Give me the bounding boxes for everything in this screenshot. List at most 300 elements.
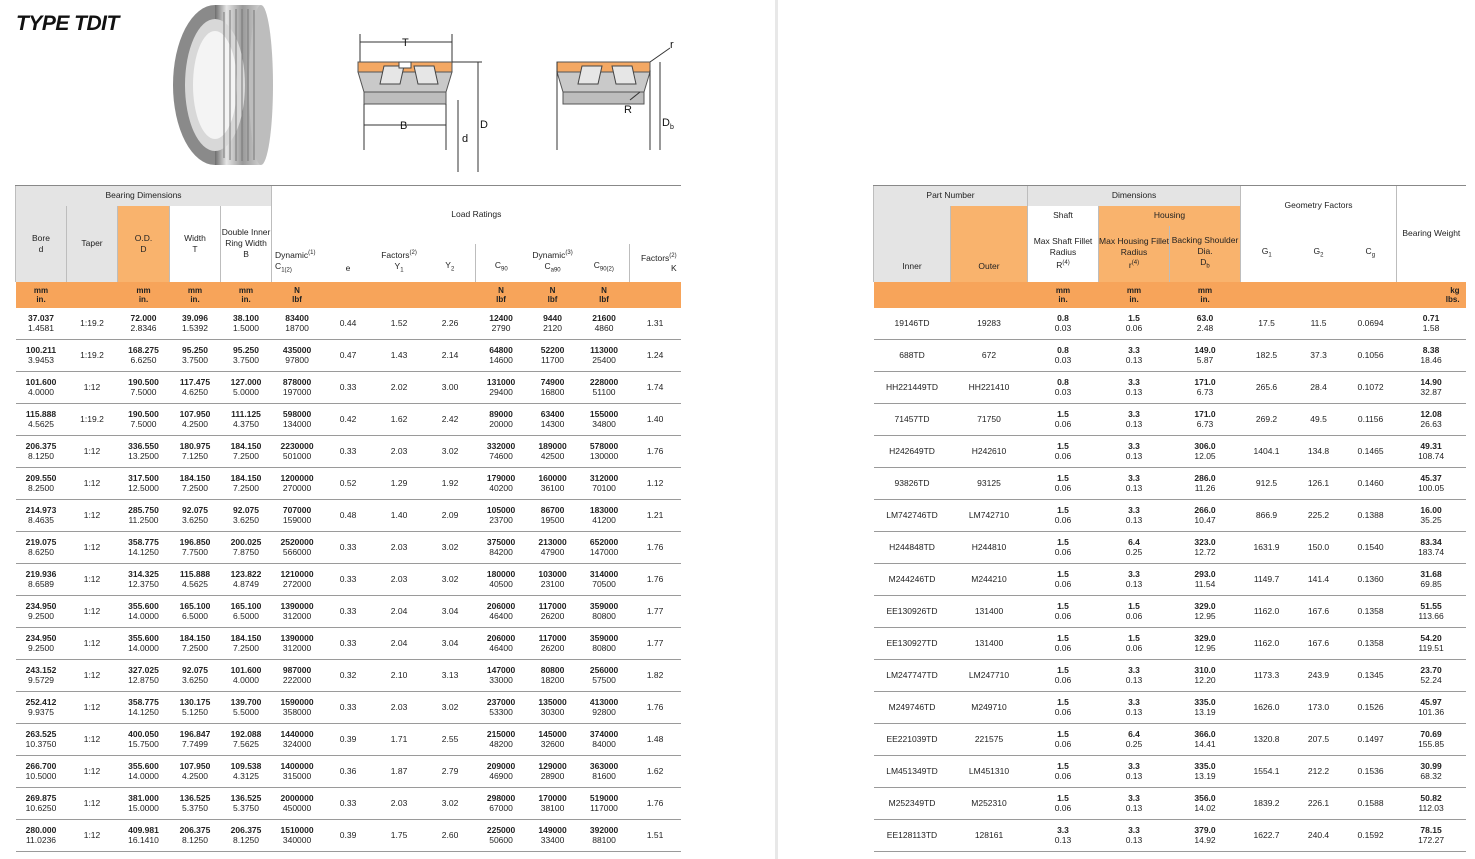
cell-cg: 0.1588 — [1345, 787, 1397, 819]
cell-inner: 93826TD — [874, 467, 951, 499]
cell-weight: 14.90 32.87 — [1397, 371, 1466, 403]
cell-c902: 256000 57500 — [579, 659, 630, 691]
cell-outer: HH221410 — [951, 371, 1028, 403]
table-row — [16, 308, 681, 340]
cell-housing-fillet: 1.5 0.06 — [1099, 595, 1170, 627]
label-r: r — [670, 39, 674, 51]
cell-shaft-fillet: 0.8 0.03 — [1028, 308, 1099, 340]
cell-c90: 12400 2790 — [476, 308, 527, 340]
cell-k: 1.77 — [630, 595, 681, 627]
cell-y2: 3.13 — [425, 659, 476, 691]
cell-k: 1.76 — [630, 531, 681, 563]
cell-width-t: 92.075 3.6250 — [170, 659, 221, 691]
cell-c90: 147000 33000 — [476, 659, 527, 691]
cell-bore: 243.152 9.5729 — [16, 659, 67, 691]
cell-e: 0.48 — [323, 499, 374, 531]
cell-shaft-fillet: 1.5 0.06 — [1028, 723, 1099, 755]
cell-taper: 1:12 — [67, 371, 118, 403]
cell-backing-dia: 323.0 12.72 — [1170, 531, 1241, 563]
cell-c902: 374000 84000 — [579, 723, 630, 755]
cell-width-t: 184.150 7.2500 — [170, 467, 221, 499]
cell-backing-dia: 335.0 13.19 — [1170, 755, 1241, 787]
cell-backing-dia: 171.0 6.73 — [1170, 403, 1241, 435]
cell-weight: 49.31 108.74 — [1397, 435, 1466, 467]
cell-backing-dia: 379.0 14.92 — [1170, 819, 1241, 851]
cell-width-b: 109.538 4.3125 — [221, 755, 272, 787]
cell-g2: 167.6 — [1293, 627, 1345, 659]
cell-c902: 519000 117000 — [579, 787, 630, 819]
cell-housing-fillet: 3.3 0.13 — [1099, 819, 1170, 851]
cell-g2: 243.9 — [1293, 659, 1345, 691]
cell-c90: 298000 67000 — [476, 787, 527, 819]
table-row — [874, 531, 1466, 563]
cell-g2: 207.5 — [1293, 723, 1345, 755]
cell-inner: HH221449TD — [874, 371, 951, 403]
cell-ca90: 80800 18200 — [527, 659, 579, 691]
cell-shaft-fillet: 0.8 0.03 — [1028, 339, 1099, 371]
cell-inner: LM742746TD — [874, 499, 951, 531]
cell-k: 1.40 — [630, 403, 681, 435]
cell-width-b: 95.250 3.7500 — [221, 339, 272, 371]
cell-k: 1.31 — [630, 308, 681, 340]
cell-backing-dia: 329.0 12.95 — [1170, 595, 1241, 627]
cell-y1: 1.40 — [374, 499, 425, 531]
cell-shaft-fillet: 1.5 0.06 — [1028, 563, 1099, 595]
cell-taper: 1:19.2 — [67, 308, 118, 340]
cell-od: 355.600 14.0000 — [118, 627, 170, 659]
cell-c902: 359000 80800 — [579, 627, 630, 659]
table-row — [16, 787, 681, 819]
table-row — [16, 467, 681, 499]
cell-shaft-fillet: 1.5 0.06 — [1028, 659, 1099, 691]
cell-y2: 2.79 — [425, 755, 476, 787]
cell-g2: 28.4 — [1293, 371, 1345, 403]
cell-y2: 2.09 — [425, 499, 476, 531]
cell-bore: 266.700 10.5000 — [16, 755, 67, 787]
cell-c902: 413000 92800 — [579, 691, 630, 723]
cell-bore: 209.550 8.2500 — [16, 467, 67, 499]
cell-backing-dia: 366.0 14.41 — [1170, 723, 1241, 755]
cell-taper: 1:12 — [67, 755, 118, 787]
cell-outer: 93125 — [951, 467, 1028, 499]
cell-e: 0.33 — [323, 595, 374, 627]
cell-c90: 64800 14600 — [476, 339, 527, 371]
cell-taper: 1:12 — [67, 563, 118, 595]
cell-inner: M244246TD — [874, 563, 951, 595]
cell-g1: 866.9 — [1241, 499, 1293, 531]
cell-shaft-fillet: 1.5 0.06 — [1028, 627, 1099, 659]
col-double-inner-ring-width: Double Inner Ring Width B — [221, 206, 272, 282]
cell-c1: 1400000 315000 — [272, 755, 323, 787]
cell-c1: 435000 97800 — [272, 339, 323, 371]
cell-y1: 2.03 — [374, 531, 425, 563]
cell-backing-dia: 286.0 11.26 — [1170, 467, 1241, 499]
cell-g1: 1173.3 — [1241, 659, 1293, 691]
cell-ca90: 74900 16800 — [527, 371, 579, 403]
cell-k: 1.76 — [630, 787, 681, 819]
part-number-table — [873, 185, 1466, 852]
cell-e: 0.36 — [323, 755, 374, 787]
cell-ca90: 160000 36100 — [527, 467, 579, 499]
cell-outer: 221575 — [951, 723, 1028, 755]
cell-c1: 598000 134000 — [272, 403, 323, 435]
group-part-number: Part Number — [874, 186, 1028, 206]
cell-housing-fillet: 3.3 0.13 — [1099, 787, 1170, 819]
cell-c902: 113000 25400 — [579, 339, 630, 371]
cell-width-t: 130.175 5.1250 — [170, 691, 221, 723]
cell-housing-fillet: 3.3 0.13 — [1099, 691, 1170, 723]
group-geometry-factors: Geometry Factors — [1241, 186, 1397, 226]
cell-cg: 0.1592 — [1345, 819, 1397, 851]
cell-y2: 3.02 — [425, 563, 476, 595]
col-e: e — [323, 244, 374, 282]
col-width: Width T — [170, 206, 221, 282]
cell-c902: 359000 80800 — [579, 595, 630, 627]
cell-c1: 1510000 340000 — [272, 819, 323, 851]
cell-taper: 1:19.2 — [67, 339, 118, 371]
cell-outer: 71750 — [951, 403, 1028, 435]
cell-c902: 312000 70100 — [579, 467, 630, 499]
col-bearing-weight: Bearing Weight — [1397, 186, 1466, 282]
cell-c902: 392000 88100 — [579, 819, 630, 851]
cell-inner: EE128113TD — [874, 819, 951, 851]
cell-e: 0.33 — [323, 435, 374, 467]
cell-inner: EE130926TD — [874, 595, 951, 627]
cell-c90: 105000 23700 — [476, 499, 527, 531]
cell-housing-fillet: 3.3 0.13 — [1099, 499, 1170, 531]
cell-width-b: 200.025 7.8750 — [221, 531, 272, 563]
cell-backing-dia: 329.0 12.95 — [1170, 627, 1241, 659]
cell-ca90: 52200 11700 — [527, 339, 579, 371]
cell-g2: 240.4 — [1293, 819, 1345, 851]
label-d: d — [462, 133, 469, 145]
cell-outer: LM451310 — [951, 755, 1028, 787]
cell-outer: LM247710 — [951, 659, 1028, 691]
cell-od: 314.325 12.3750 — [118, 563, 170, 595]
right-page — [778, 0, 1475, 859]
cell-width-b: 136.525 5.3750 — [221, 787, 272, 819]
cell-width-b: 184.150 7.2500 — [221, 627, 272, 659]
cell-g2: 167.6 — [1293, 595, 1345, 627]
cell-k: 1.74 — [630, 371, 681, 403]
cell-ca90: 149000 33400 — [527, 819, 579, 851]
cell-weight: 0.71 1.58 — [1397, 308, 1466, 340]
cell-y1: 2.03 — [374, 691, 425, 723]
cell-inner: LM247747TD — [874, 659, 951, 691]
cell-y2: 2.60 — [425, 819, 476, 851]
cell-outer: M244210 — [951, 563, 1028, 595]
table-row — [874, 499, 1466, 531]
subgroup-shaft: Shaft — [1028, 206, 1099, 226]
cell-inner: LM451349TD — [874, 755, 951, 787]
cell-outer: LM742710 — [951, 499, 1028, 531]
cell-width-t: 115.888 4.5625 — [170, 563, 221, 595]
group-bearing-dimensions: Bearing Dimensions — [16, 186, 272, 206]
cell-e: 0.44 — [323, 308, 374, 340]
cell-inner: 688TD — [874, 339, 951, 371]
cell-width-b: 165.100 6.5000 — [221, 595, 272, 627]
cell-shaft-fillet: 1.5 0.06 — [1028, 435, 1099, 467]
cell-bore: 101.600 4.0000 — [16, 371, 67, 403]
cell-inner: EE221039TD — [874, 723, 951, 755]
cell-c90: 237000 53300 — [476, 691, 527, 723]
units-row: mm in. mm in. mm in. mm in. N lbf N lbf N lbf N lbf — [16, 282, 681, 308]
cell-taper: 1:12 — [67, 787, 118, 819]
cell-od: 400.050 15.7500 — [118, 723, 170, 755]
col-backing-shoulder: Backing Shoulder Dia. $D_b$ — [1170, 226, 1241, 282]
cell-cg: 0.1156 — [1345, 403, 1397, 435]
cell-y1: 2.04 — [374, 627, 425, 659]
col-max-shaft-fillet: Max Shaft Fillet Radius $R^{(4)}$ — [1028, 226, 1099, 282]
table-row — [874, 403, 1466, 435]
cell-ca90: 129000 28900 — [527, 755, 579, 787]
cell-y2: 1.92 — [425, 467, 476, 499]
cell-backing-dia: 356.0 14.02 — [1170, 787, 1241, 819]
cell-weight: 31.68 69.85 — [1397, 563, 1466, 595]
cell-inner: H244848TD — [874, 531, 951, 563]
cell-weight: 83.34 183.74 — [1397, 531, 1466, 563]
cell-g2: 126.1 — [1293, 467, 1345, 499]
cell-c1: 2230000 501000 — [272, 435, 323, 467]
table-row — [874, 467, 1466, 499]
cross-section-dimensions — [358, 34, 482, 172]
col-taper: Taper — [67, 206, 118, 282]
cell-c1: 1390000 312000 — [272, 627, 323, 659]
cell-y2: 2.42 — [425, 403, 476, 435]
cell-backing-dia: 149.0 5.87 — [1170, 339, 1241, 371]
subgroup-housing: Housing — [1099, 206, 1241, 226]
cell-y1: 2.02 — [374, 371, 425, 403]
cell-od: 190.500 7.5000 — [118, 403, 170, 435]
cell-width-t: 107.950 4.2500 — [170, 755, 221, 787]
cell-c902: 314000 70500 — [579, 563, 630, 595]
cell-shaft-fillet: 0.8 0.03 — [1028, 371, 1099, 403]
bearing-drawings — [0, 0, 775, 180]
cell-width-t: 107.950 4.2500 — [170, 403, 221, 435]
cell-taper: 1:12 — [67, 627, 118, 659]
page-title: TYPE TDIT — [16, 12, 119, 35]
cell-weight: 8.38 18.46 — [1397, 339, 1466, 371]
cell-y1: 1.29 — [374, 467, 425, 499]
cell-e: 0.47 — [323, 339, 374, 371]
cell-width-b: 38.100 1.5000 — [221, 308, 272, 340]
cell-g1: 1626.0 — [1241, 691, 1293, 723]
cell-inner: EE130927TD — [874, 627, 951, 659]
cell-g1: 17.5 — [1241, 308, 1293, 340]
cell-ca90: 117000 26200 — [527, 595, 579, 627]
cell-housing-fillet: 3.3 0.13 — [1099, 659, 1170, 691]
units-row-right: mm in. mm in. mm in. kg lbs. — [874, 282, 1466, 308]
group-dimensions: Dimensions — [1028, 186, 1241, 206]
cell-k: 1.76 — [630, 563, 681, 595]
cell-od: 355.600 14.0000 — [118, 595, 170, 627]
table-row — [874, 627, 1466, 659]
cell-g1: 912.5 — [1241, 467, 1293, 499]
cell-c90: 332000 74600 — [476, 435, 527, 467]
cell-c902: 228000 51100 — [579, 371, 630, 403]
cell-width-b: 184.150 7.2500 — [221, 435, 272, 467]
label-R: R — [624, 104, 632, 116]
cell-backing-dia: 306.0 12.05 — [1170, 435, 1241, 467]
cell-g2: 173.0 — [1293, 691, 1345, 723]
cell-g2: 141.4 — [1293, 563, 1345, 595]
table-row — [874, 308, 1466, 340]
cell-c1: 707000 159000 — [272, 499, 323, 531]
cell-bore: 100.211 3.9453 — [16, 339, 67, 371]
cell-g1: 182.5 — [1241, 339, 1293, 371]
cell-housing-fillet: 3.3 0.13 — [1099, 467, 1170, 499]
cell-width-t: 180.975 7.1250 — [170, 435, 221, 467]
cell-k: 1.24 — [630, 339, 681, 371]
cell-outer: H244810 — [951, 531, 1028, 563]
cell-bore: 280.000 11.0236 — [16, 819, 67, 851]
cell-g2: 150.0 — [1293, 531, 1345, 563]
cell-outer: M249710 — [951, 691, 1028, 723]
table-row — [16, 531, 681, 563]
cell-housing-fillet: 1.5 0.06 — [1099, 308, 1170, 340]
cell-y2: 3.00 — [425, 371, 476, 403]
cell-width-t: 92.075 3.6250 — [170, 499, 221, 531]
col-g2: $G_2$ — [1293, 226, 1345, 282]
table-row — [874, 595, 1466, 627]
cell-shaft-fillet: 1.5 0.06 — [1028, 531, 1099, 563]
cell-inner: 19146TD — [874, 308, 951, 340]
cell-taper: 1:12 — [67, 819, 118, 851]
cell-e: 0.32 — [323, 659, 374, 691]
cell-weight: 12.08 26.63 — [1397, 403, 1466, 435]
cell-taper: 1:12 — [67, 595, 118, 627]
col-g1: $G_1$ — [1241, 226, 1293, 282]
cell-width-t: 196.847 7.7499 — [170, 723, 221, 755]
cell-cg: 0.1460 — [1345, 467, 1397, 499]
cell-e: 0.33 — [323, 787, 374, 819]
cell-c1: 1210000 272000 — [272, 563, 323, 595]
table-row — [874, 819, 1466, 851]
cell-shaft-fillet: 3.3 0.13 — [1028, 819, 1099, 851]
cell-bore: 263.525 10.3750 — [16, 723, 67, 755]
cell-bore: 269.875 10.6250 — [16, 787, 67, 819]
cell-ca90: 170000 38100 — [527, 787, 579, 819]
cell-width-b: 139.700 5.5000 — [221, 691, 272, 723]
cell-bore: 252.412 9.9375 — [16, 691, 67, 723]
cell-c90: 89000 20000 — [476, 403, 527, 435]
cell-od: 355.600 14.0000 — [118, 755, 170, 787]
table-row — [874, 371, 1466, 403]
cell-c902: 652000 147000 — [579, 531, 630, 563]
cell-y1: 1.87 — [374, 755, 425, 787]
cell-housing-fillet: 3.3 0.13 — [1099, 563, 1170, 595]
cell-inner: 71457TD — [874, 403, 951, 435]
cell-weight: 50.82 112.03 — [1397, 787, 1466, 819]
cell-shaft-fillet: 1.5 0.06 — [1028, 755, 1099, 787]
cell-k: 1.12 — [630, 467, 681, 499]
cell-bore: 214.973 8.4635 — [16, 499, 67, 531]
cell-g1: 1622.7 — [1241, 819, 1293, 851]
cell-cg: 0.1358 — [1345, 627, 1397, 659]
table-row — [874, 755, 1466, 787]
table-row — [874, 659, 1466, 691]
cell-od: 381.000 15.0000 — [118, 787, 170, 819]
cell-taper: 1:12 — [67, 723, 118, 755]
cell-e: 0.33 — [323, 531, 374, 563]
cell-c902: 21600 4860 — [579, 308, 630, 340]
cell-housing-fillet: 3.3 0.13 — [1099, 755, 1170, 787]
col-outer: Outer — [951, 206, 1028, 282]
cell-outer: 131400 — [951, 627, 1028, 659]
table-row — [874, 723, 1466, 755]
cell-c902: 183000 41200 — [579, 499, 630, 531]
cell-y2: 2.26 — [425, 308, 476, 340]
cell-backing-dia: 293.0 11.54 — [1170, 563, 1241, 595]
table-row — [16, 563, 681, 595]
table-row — [16, 627, 681, 659]
cell-g2: 212.2 — [1293, 755, 1345, 787]
cell-cg: 0.1345 — [1345, 659, 1397, 691]
cell-backing-dia: 266.0 10.47 — [1170, 499, 1241, 531]
cell-y2: 3.02 — [425, 435, 476, 467]
cell-g1: 1839.2 — [1241, 787, 1293, 819]
cell-ca90: 135000 30300 — [527, 691, 579, 723]
cell-taper: 1:12 — [67, 499, 118, 531]
cell-backing-dia: 335.0 13.19 — [1170, 691, 1241, 723]
cell-od: 72.000 2.8346 — [118, 308, 170, 340]
cell-c90: 225000 50600 — [476, 819, 527, 851]
cell-c90: 180000 40500 — [476, 563, 527, 595]
cell-g2: 226.1 — [1293, 787, 1345, 819]
col-y2: $Y_2$ — [425, 244, 476, 282]
cell-cg: 0.1526 — [1345, 691, 1397, 723]
cell-e: 0.42 — [323, 403, 374, 435]
cell-cg: 0.1388 — [1345, 499, 1397, 531]
cell-ca90: 213000 47900 — [527, 531, 579, 563]
cell-width-b: 111.125 4.3750 — [221, 403, 272, 435]
cell-weight: 16.00 35.25 — [1397, 499, 1466, 531]
cell-k: 1.76 — [630, 435, 681, 467]
cell-g2: 225.2 — [1293, 499, 1345, 531]
cell-c1: 987000 222000 — [272, 659, 323, 691]
cell-taper: 1:12 — [67, 659, 118, 691]
cell-cg: 0.1056 — [1345, 339, 1397, 371]
cell-width-b: 92.075 3.6250 — [221, 499, 272, 531]
cell-bore: 219.075 8.6250 — [16, 531, 67, 563]
cell-e: 0.33 — [323, 563, 374, 595]
cell-c1: 2520000 566000 — [272, 531, 323, 563]
cell-housing-fillet: 6.4 0.25 — [1099, 531, 1170, 563]
cell-weight: 51.55 113.66 — [1397, 595, 1466, 627]
cell-e: 0.33 — [323, 691, 374, 723]
cell-y2: 3.02 — [425, 531, 476, 563]
cell-weight: 78.15 172.27 — [1397, 819, 1466, 851]
cell-e: 0.52 — [323, 467, 374, 499]
cell-g1: 1554.1 — [1241, 755, 1293, 787]
cell-c1: 1390000 312000 — [272, 595, 323, 627]
cell-c1: 1590000 358000 — [272, 691, 323, 723]
cell-cg: 0.1358 — [1345, 595, 1397, 627]
cell-y2: 3.04 — [425, 595, 476, 627]
group-load-ratings: Load Ratings — [272, 186, 681, 244]
col-max-housing-fillet: Max Housing Fillet Radius $r^{(4)}$ — [1099, 226, 1170, 282]
cell-width-b: 184.150 7.2500 — [221, 467, 272, 499]
cell-cg: 0.1540 — [1345, 531, 1397, 563]
cell-cg: 0.1497 — [1345, 723, 1397, 755]
cell-y1: 2.03 — [374, 563, 425, 595]
cell-bore: 115.888 4.5625 — [16, 403, 67, 435]
label-T: T — [402, 37, 409, 49]
cell-cg: 0.0694 — [1345, 308, 1397, 340]
cell-cg: 0.1072 — [1345, 371, 1397, 403]
cell-y2: 2.14 — [425, 339, 476, 371]
table-row — [16, 755, 681, 787]
